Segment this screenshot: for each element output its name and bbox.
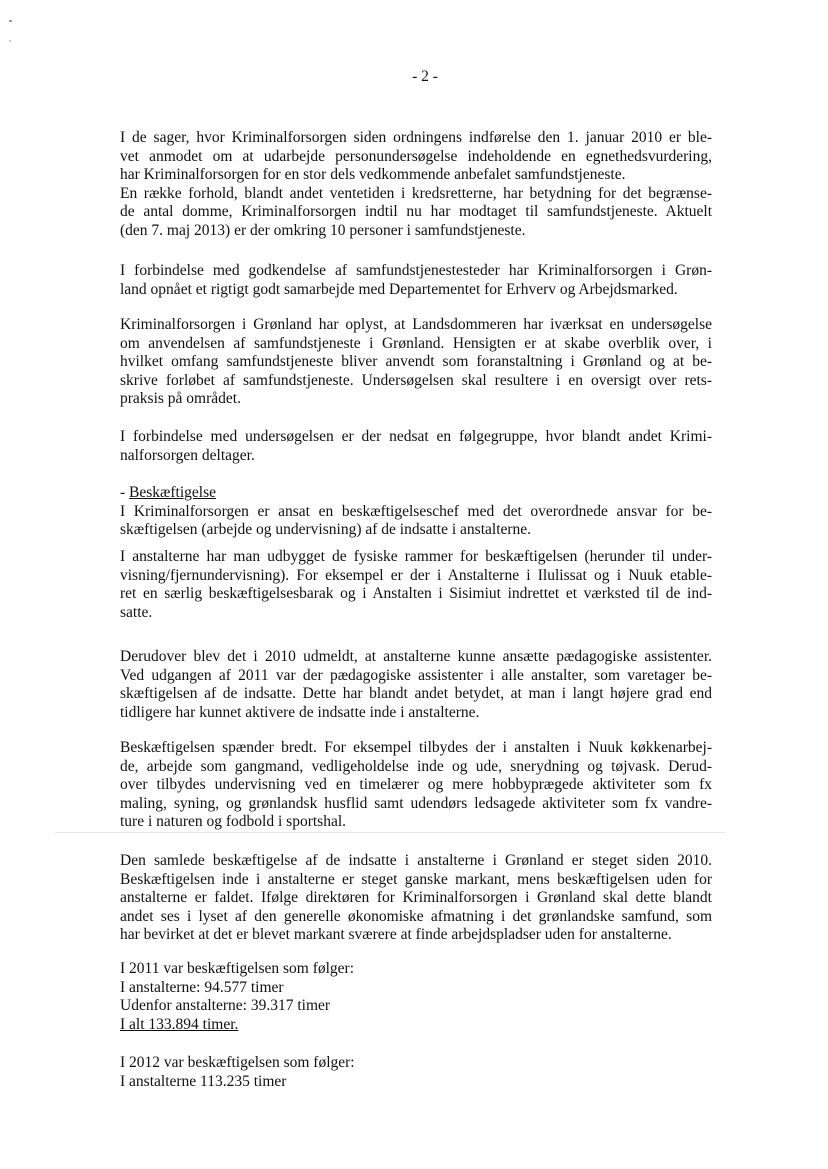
text-line: (den 7. maj 2013) er der omkring 10 personer i samfundstjeneste.	[120, 221, 526, 239]
text-line: ret en særlig beskæftigelsesbarak og i Anstalten i Sisimiut indrettet et værksted til de ind-	[120, 585, 712, 603]
text-line: de antal domme, Kriminalforsorgen indtil nu har modtaget til samfundstjeneste. Aktuelt	[120, 203, 712, 221]
text-line: maling, syning, og grønlandsk husflid samt udendørs ledsagede aktiviteter som fx vandre-	[120, 794, 712, 812]
paragraph	[120, 1054, 712, 1091]
text-line: I de sager, hvor Kriminalforsorgen siden ordningens indførelse den 1. januar 2010 er ble-	[120, 129, 712, 146]
section-heading	[120, 484, 712, 503]
paragraph	[120, 316, 712, 409]
text-line: ture i naturen og fodbold i sportshal.	[120, 813, 346, 831]
section-employment	[120, 484, 712, 540]
paragraph	[120, 648, 712, 722]
text-line: Ved udgangen af 2011 var der pædagogiske assistenter i alle anstalter, som varetager be-	[120, 666, 712, 684]
text-line: har bevirket at det er blevet markant sværere at finde arbejdspladser uden for anstalterne.	[120, 926, 672, 944]
text-line: har Kriminalforsorgen for en stor dels vedkommende anbefalet samfundstjeneste.	[120, 166, 626, 184]
total-line: I alt 133.894 timer.	[120, 1015, 239, 1033]
text-line: skæftigelsen (arbejde og undervisning) af de indsatte i anstalterne.	[120, 521, 532, 539]
text-line: de, arbejde som gangmand, vedligeholdelse inde og ude, snerydning og tøjvask. Derud-	[120, 757, 712, 775]
text-line: Beskæftigelsen spænder bredt. For eksempel tilbydes der i anstalten i Nuuk køkkenarbej-	[120, 739, 712, 756]
paragraph	[120, 960, 712, 1034]
text-line: En række forhold, blandt andet ventetiden i kredsretterne, har betydning for det begrænse-	[120, 184, 712, 202]
page-number: - 2 -	[412, 68, 438, 85]
text-line: anstalterne er faldet. Ifølge direktøren for Kriminalforsorgen i Grønland skal dette blandt	[120, 889, 712, 907]
text-line: tidligere har kunnet aktivere de indsatte inde i anstalterne.	[120, 703, 480, 721]
scan-mark	[9, 40, 11, 42]
text-line: over tilbydes undervisning ved en timelærer og mere hobbyprægede aktiviteter som fx	[120, 776, 712, 794]
text-line: praksis på området.	[120, 390, 241, 408]
text-line: andet ses i lyset af den generelle økonomiske afmatning i det grønlandske samfund, som	[120, 907, 712, 925]
text-line: I anstalterne: 94.577 timer	[120, 978, 284, 996]
paragraph	[120, 262, 712, 299]
paragraph	[120, 739, 712, 832]
text-line: I forbindelse med godkendelse af samfundstjenestesteder har Kriminalforsorgen i Grøn-	[120, 262, 712, 279]
scan-line-artifact	[55, 832, 725, 833]
text-line: skrive forløbet af samfundstjeneste. Undersøgelsen skal resultere i en oversigt over rets-	[120, 371, 712, 389]
text-line: Udenfor anstalterne: 39.317 timer	[120, 997, 331, 1015]
text-line: vet anmodet om at udarbejde personundersøgelse indeholdende en egnethedsvurdering,	[120, 147, 712, 165]
scan-mark	[9, 20, 12, 22]
paragraph	[120, 852, 712, 945]
text-line: visning/fjernundervisning). For eksempel er der i Anstalterne i Ilulissat og i Nuuk etable-	[120, 566, 712, 584]
text-line: I forbindelse med undersøgelsen er der nedsat en følgegruppe, hvor blandt andet Krimi-	[120, 428, 712, 445]
text-line: Beskæftigelsen inde i anstalterne er steget ganske markant, mens beskæftigelsen uden for	[120, 870, 712, 888]
text-line: I anstalterne 113.235 timer	[120, 1072, 287, 1090]
text-line: Derudover blev det i 2010 udmeldt, at anstalterne kunne ansætte pædagogiske assistenter.	[120, 648, 712, 665]
text-line: I anstalterne har man udbygget de fysiske rammer for beskæftigelsen (herunder til under-	[120, 548, 712, 565]
text-line: satte.	[120, 603, 153, 621]
text-line: Den samlede beskæftigelse af de indsatte i anstalterne i Grønland er steget siden 2010.	[120, 852, 712, 869]
text-line: om anvendelsen af samfundstjeneste i Grønland. Hensigten er at skabe overblik over, i	[120, 334, 712, 352]
heading-dash: -	[120, 484, 130, 501]
text-line: nalforsorgen deltager.	[120, 446, 255, 464]
text-line: skæftigelsen af de indsatte. Dette har blandt andet betydet, at man i langt højere grad end	[120, 685, 712, 703]
text-line: hvilket omfang samfundstjeneste bliver anvendt som foranstaltning i Grønland og at be-	[120, 353, 712, 371]
text-line: Kriminalforsorgen i Grønland har oplyst, at Landsdommeren har iværksat en undersøgelse	[120, 316, 712, 333]
text-line: I 2012 var beskæftigelsen som følger:	[120, 1054, 355, 1071]
paragraph	[120, 548, 712, 622]
paragraph	[120, 129, 712, 241]
heading-text: Beskæftigelse	[129, 484, 217, 501]
paragraph	[120, 428, 712, 465]
text-line: land opnået et rigtigt godt samarbejde med Departementet for Erhverv og Arbejdsmarked.	[120, 280, 678, 298]
text-line: I 2011 var beskæftigelsen som følger:	[120, 960, 355, 977]
text-line: I Kriminalforsorgen er ansat en beskæftigelseschef med det overordnede ansvar for be-	[120, 502, 712, 520]
